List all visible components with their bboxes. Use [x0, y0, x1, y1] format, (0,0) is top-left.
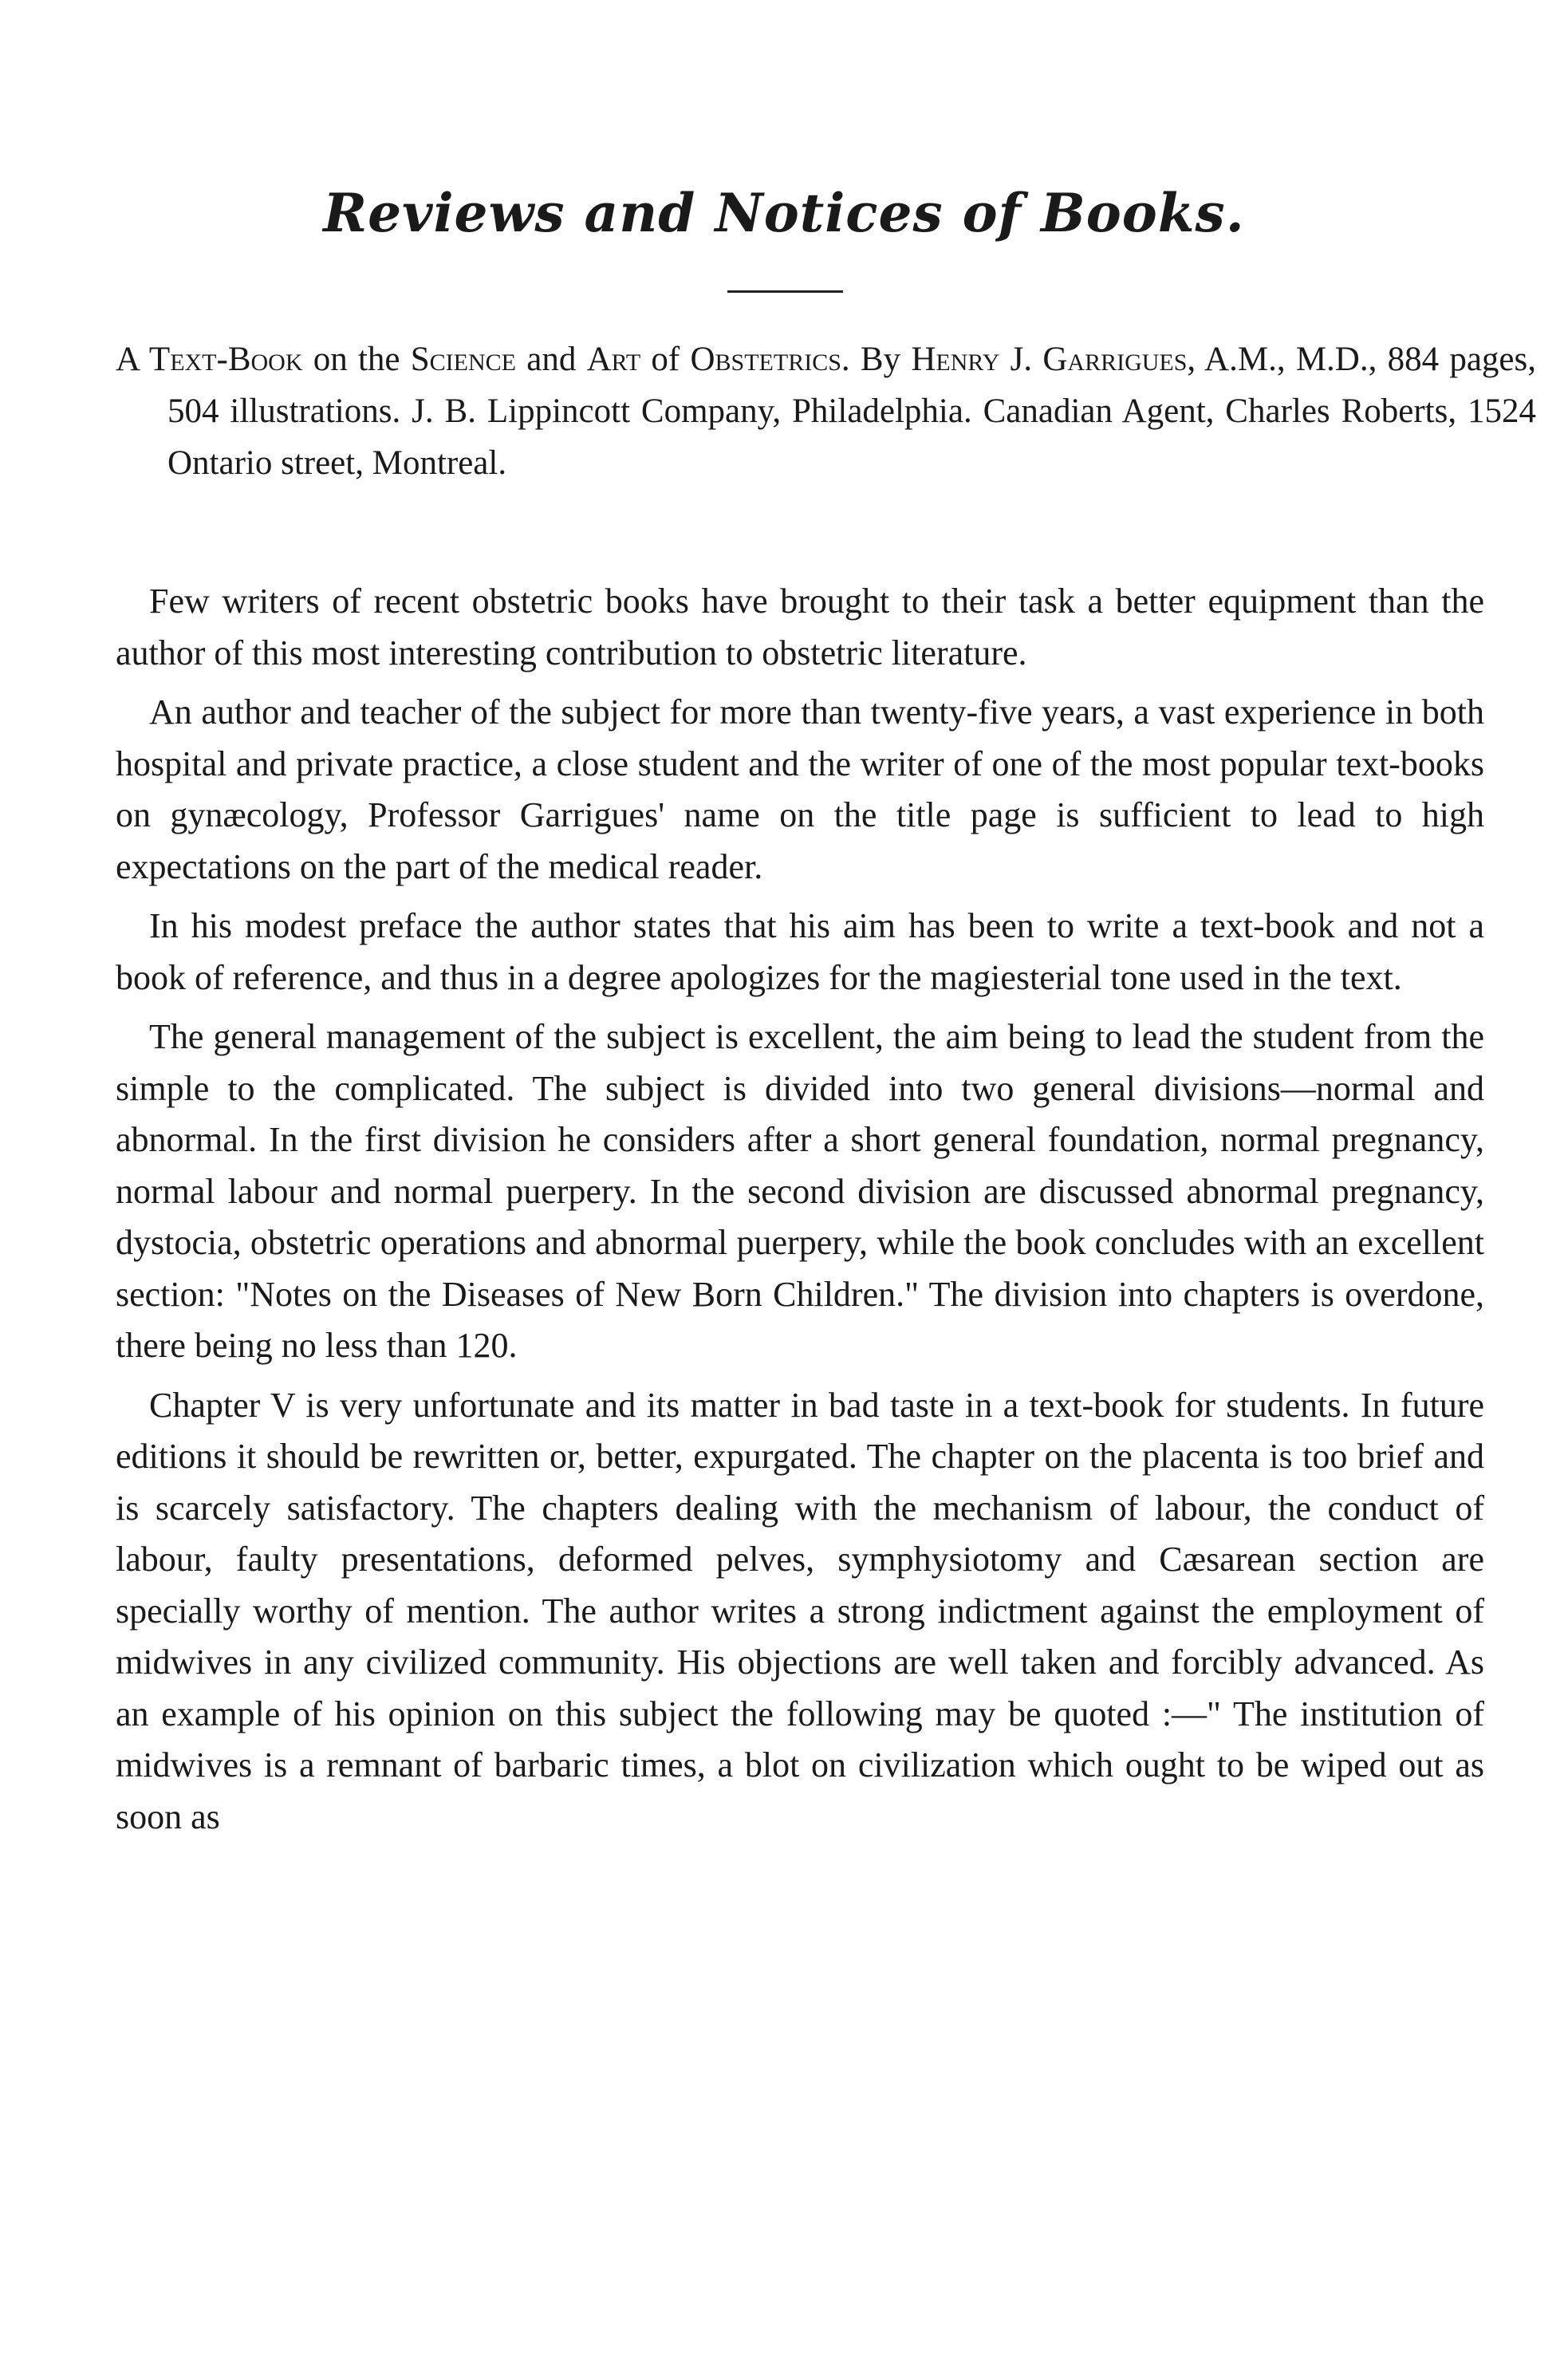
citation-title-word-textbook: Text-Book — [148, 341, 303, 378]
heading-rule-divider — [727, 290, 843, 293]
citation-title-word-science: Science — [410, 341, 516, 378]
section-heading: Reviews and Notices of Books. — [323, 182, 1245, 244]
citation-on-the: on the — [302, 341, 411, 378]
review-paragraph: Chapter V is very unfortunate and its matter in bad taste in a text-book for students. In future editions it should be rewritten or, better, expurgated. The chapter on the placenta is too brief and is scarcely satisfactory. The chapters dealing with the mechanism of labour, the conduct of labour, faulty presentations, deformed pelves, symphysiotomy and Cæsarean section are specially worthy of mention. The author writes a strong indictment against the employment of midwives in any civilized community. His objections are well taken and forcibly advanced. As an example of his opinion on this subject the following may be quoted :—" The institution of midwives is a remnant of barbaric times, a blot on civilization which ought to be wiped out as soon as — [116, 1385, 1484, 1836]
book-citation — [116, 333, 1536, 489]
review-paragraph: In his modest preface the author states that his aim has been to write a text-book and not a book of reference, and thus in a degree apologizes for the magiesterial tone used in the text. — [116, 906, 1484, 997]
review-paragraph: An author and teacher of the subject for more than twenty-five years, a vast experience in both hospital and private practice, a close student and the writer of one of the most popular text-books on gynæcology, Professor Garrigues' name on the title page is sufficient to lead to high expectations on the part of the medical reader. — [116, 692, 1484, 886]
citation-lead: A — [116, 341, 149, 378]
citation-of: of — [640, 341, 691, 378]
review-paragraph: The general management of the subject is excellent, the aim being to lead the student from the simple to the complicated. The subject is divided into two general divisions—normal and abnormal. In the first division he considers after a short general foundation, normal pregnancy, normal labour and normal puerpery. In the second division are discussed abnormal pregnancy, dystocia, obstetric operations and abnormal puerpery, while the book concludes with an excellent section: "Notes on the Diseases of New Born Children." The division into chapters is overdone, there being no less than 120. — [116, 1017, 1484, 1365]
citation-by: . By — [841, 341, 912, 378]
review-body — [116, 576, 1484, 1851]
citation-title-word-art: Art — [586, 341, 641, 378]
citation-title-word-obstetrics: Obstetrics — [690, 341, 841, 378]
citation-and: and — [516, 341, 587, 378]
review-paragraph: Few writers of recent obstetric books have brought to their task a better equipment than the author of this most interesting contribution to obstetric literature. — [116, 582, 1484, 672]
citation-details: , A.M., M.D., 884 pages, 504 illustrations. J. B. Lippincott Company, Philadelphia. Canadian Agent, Charles Roberts, 1524 Ontario street, Montreal. — [167, 341, 1536, 482]
citation-author: Henry J. Garrigues — [911, 341, 1188, 378]
